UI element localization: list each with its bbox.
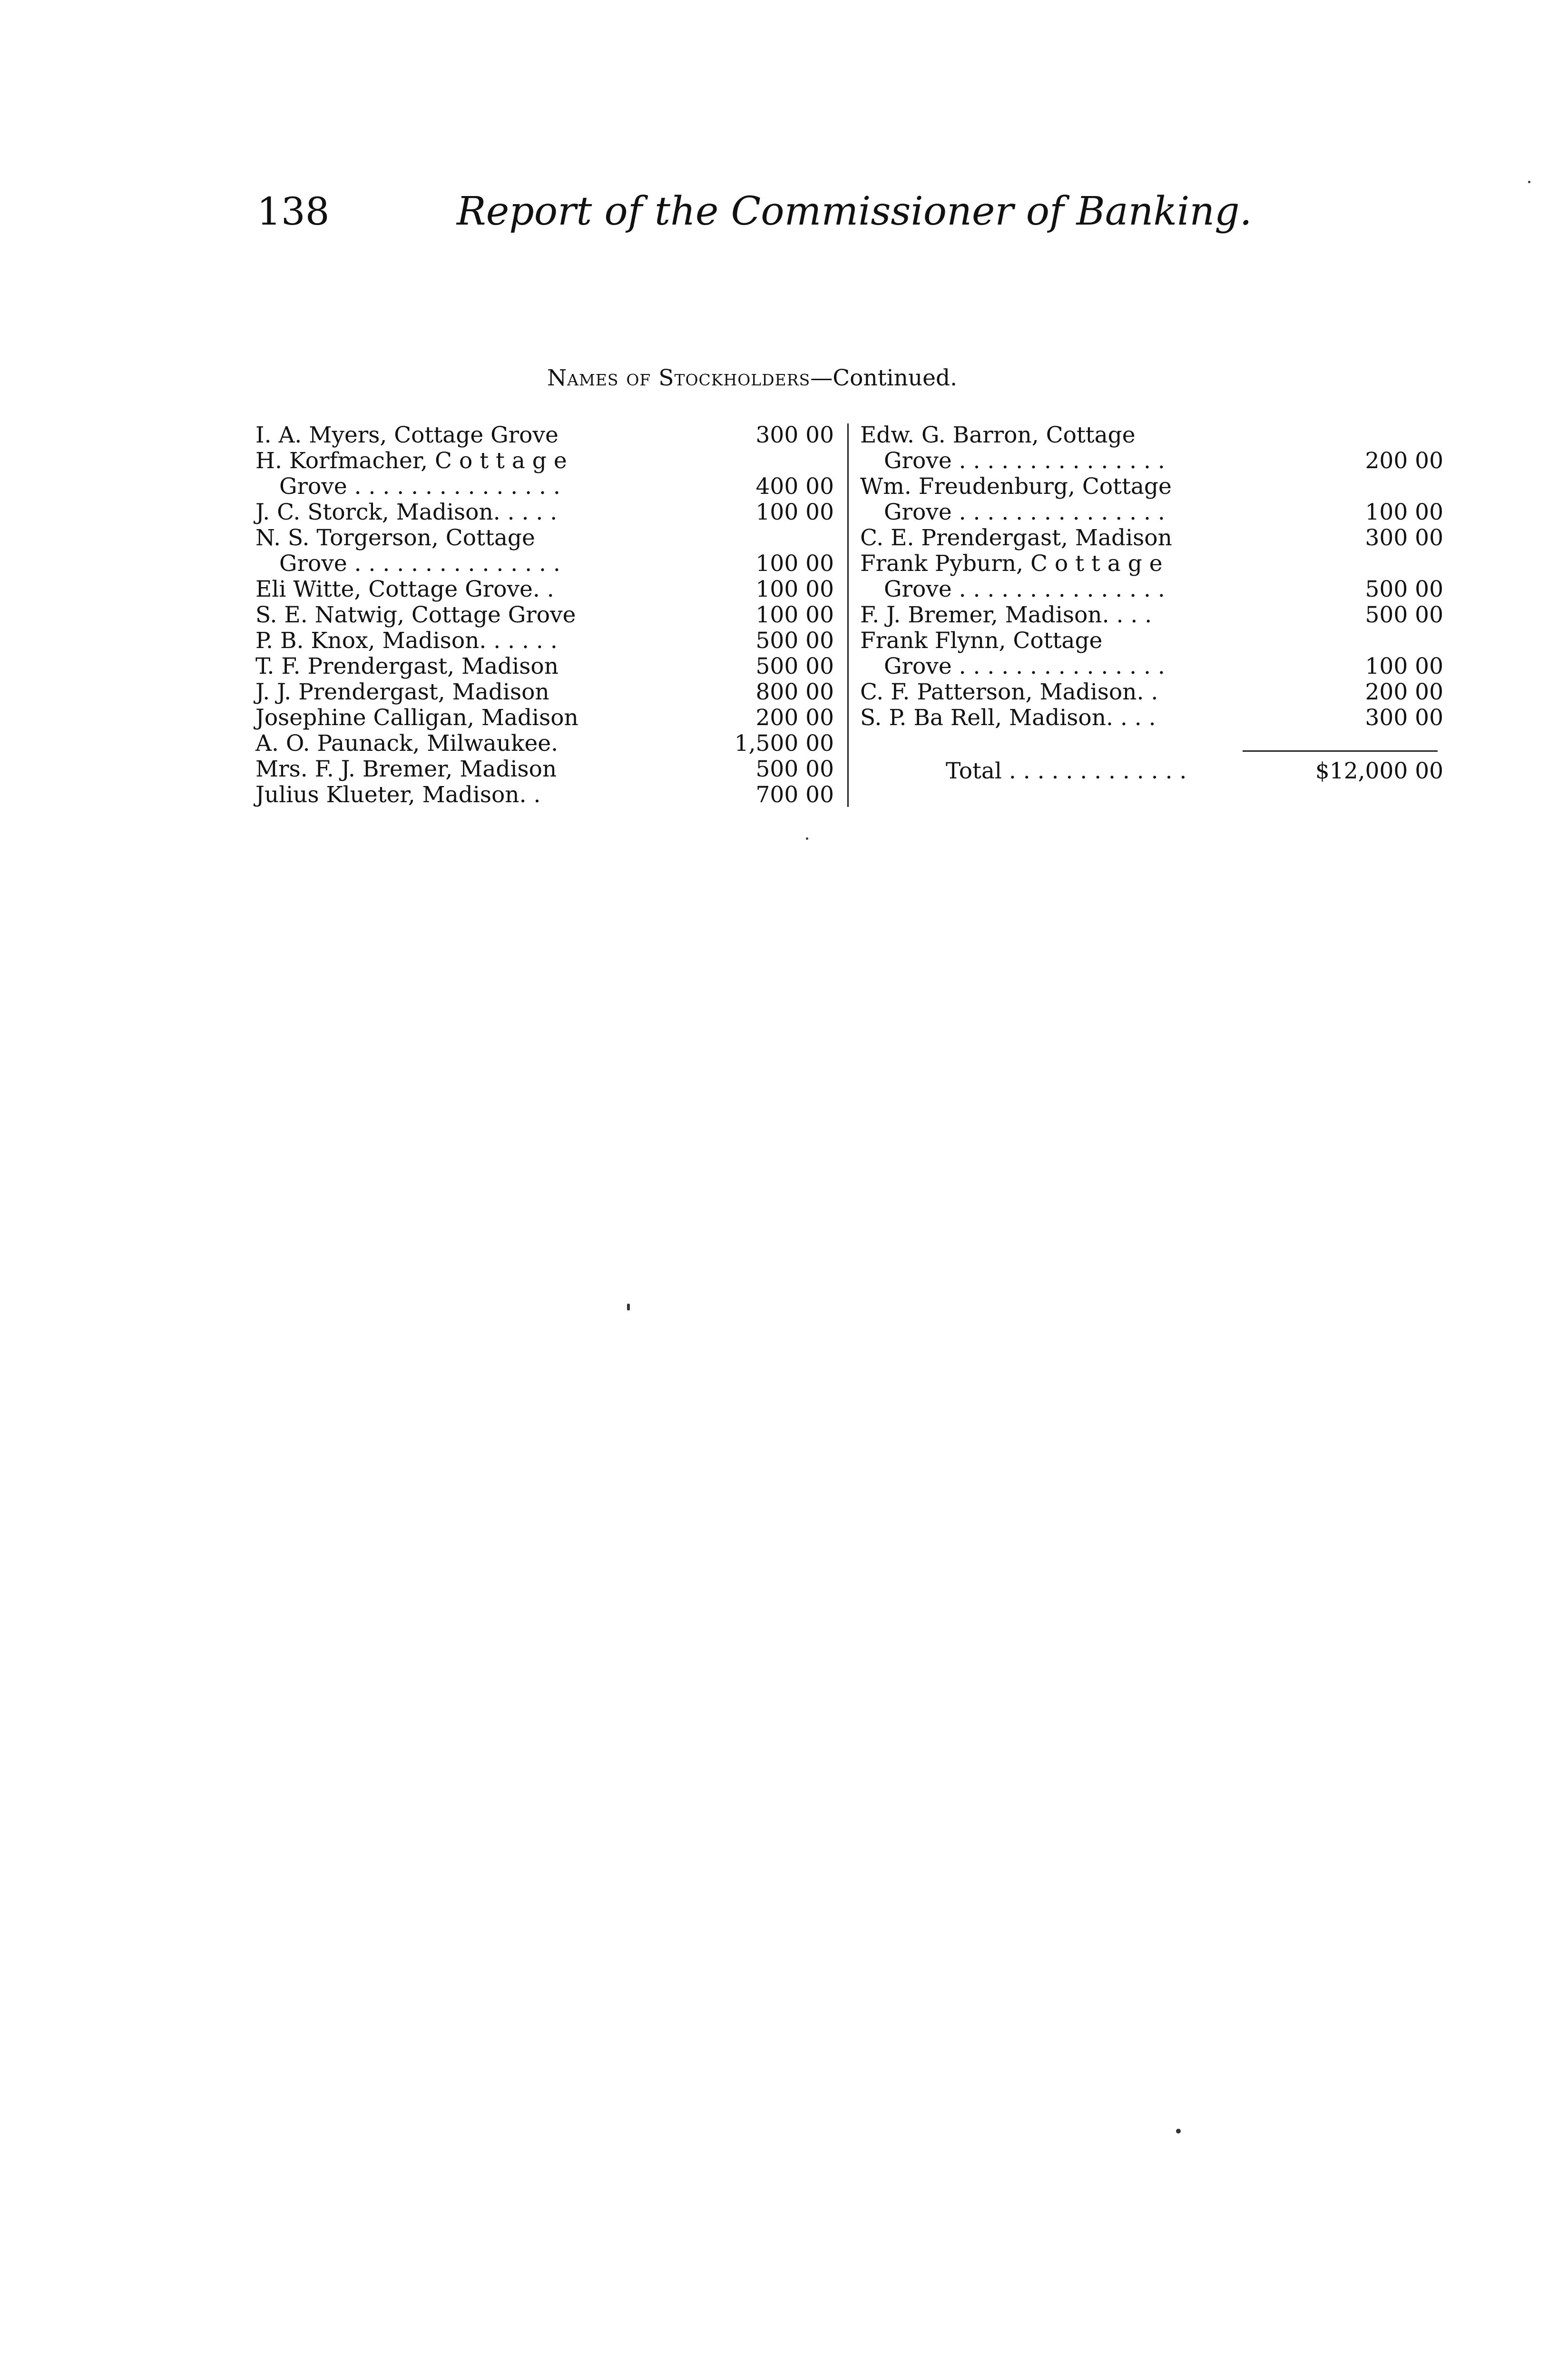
section-heading-suffix: —Continued. — [810, 365, 958, 391]
stockholder-row — [860, 705, 1443, 731]
stockholder-name: C. F. Patterson, Madison. . — [860, 679, 1158, 705]
stockholder-name: Grove . . . . . . . . . . . . . . . — [884, 499, 1165, 525]
stockholder-amount: 300 00 — [1365, 525, 1443, 551]
stockholder-row — [860, 654, 1443, 679]
stockholder-row — [860, 525, 1443, 551]
print-speck — [806, 837, 808, 840]
stockholder-amount: 500 00 — [1365, 576, 1443, 602]
stockholders-right-column — [860, 423, 1443, 731]
stockholder-row — [255, 500, 834, 525]
running-title: Report of the Commissioner of Banking. — [457, 189, 1252, 234]
stockholder-row — [255, 448, 834, 474]
stockholder-name: Grove . . . . . . . . . . . . . . . — [884, 653, 1165, 679]
stockholder-name: Edw. G. Barron, Cottage — [860, 422, 1136, 448]
stockholder-amount: 500 00 — [755, 756, 834, 782]
stockholder-amount: 200 00 — [755, 705, 834, 731]
total-rule — [1243, 750, 1438, 752]
stockholder-row — [255, 551, 834, 577]
stockholder-name: Wm. Freudenburg, Cottage — [860, 473, 1172, 500]
total-label: Total . . . . . . . . . . . . . — [946, 758, 1187, 784]
stockholder-name: Eli Witte, Cottage Grove. . — [255, 576, 554, 602]
stockholder-amount: 100 00 — [755, 551, 834, 577]
stockholder-amount: 200 00 — [1365, 679, 1443, 705]
stockholder-row — [255, 577, 834, 602]
stockholder-amount: 500 00 — [1365, 602, 1443, 628]
stockholder-row — [860, 628, 1443, 654]
stockholder-name: Grove . . . . . . . . . . . . . . . — [279, 473, 560, 500]
stockholder-row — [255, 731, 834, 757]
stockholder-name: Frank Flynn, Cottage — [860, 628, 1103, 654]
stockholder-row — [860, 602, 1443, 628]
stockholder-row — [255, 782, 834, 808]
stockholder-name: Frank Pyburn, C o t t a g e — [860, 551, 1163, 577]
stockholder-name: J. C. Storck, Madison. . . . . — [255, 499, 558, 525]
stockholder-amount: 1,500 00 — [734, 730, 834, 757]
stockholder-amount: 100 00 — [1365, 499, 1443, 525]
column-divider — [847, 423, 849, 807]
stockholder-name: T. F. Prendergast, Madison — [255, 653, 559, 679]
stockholder-row — [860, 500, 1443, 525]
stockholder-name: Grove . . . . . . . . . . . . . . . — [884, 448, 1165, 474]
print-speck — [1176, 2129, 1181, 2133]
stockholder-row — [860, 423, 1443, 448]
stockholder-name: Julius Klueter, Madison. . — [255, 782, 541, 808]
stockholder-name: A. O. Paunack, Milwaukee. — [255, 730, 559, 757]
stockholder-amount: 500 00 — [755, 628, 834, 654]
stockholder-row — [255, 679, 834, 705]
stockholder-amount: 100 00 — [755, 576, 834, 602]
stockholder-row — [255, 654, 834, 679]
print-speck — [1528, 181, 1530, 183]
stockholder-row — [860, 448, 1443, 474]
stockholder-name: H. Korfmacher, C o t t a g e — [255, 448, 567, 474]
stockholder-amount: 100 00 — [755, 602, 834, 628]
stockholder-name: I. A. Myers, Cottage Grove — [255, 422, 559, 448]
stockholder-amount: 100 00 — [1365, 653, 1443, 679]
stockholder-row — [255, 757, 834, 782]
stockholder-name: P. B. Knox, Madison. . . . . . — [255, 628, 558, 654]
stockholder-amount: 100 00 — [755, 499, 834, 525]
total-amount: $12,000 00 — [1315, 758, 1443, 784]
stockholder-amount: 300 00 — [1365, 705, 1443, 731]
stockholder-name: Josephine Calligan, Madison — [255, 705, 578, 731]
stockholder-name: S. E. Natwig, Cottage Grove — [255, 602, 576, 628]
stockholder-amount: 800 00 — [755, 679, 834, 705]
stockholders-left-column — [255, 423, 834, 808]
stockholder-row — [255, 705, 834, 731]
stockholder-amount: 500 00 — [755, 653, 834, 679]
stockholder-amount: 300 00 — [755, 422, 834, 448]
page-number: 138 — [257, 189, 330, 234]
stockholder-row — [255, 423, 834, 448]
section-heading-main: Names of Stockholders — [547, 365, 811, 391]
stockholder-row — [255, 628, 834, 654]
stockholder-amount: 700 00 — [755, 782, 834, 808]
total-row — [860, 758, 1443, 784]
stockholder-amount: 400 00 — [755, 473, 834, 500]
stockholder-row — [860, 551, 1443, 577]
stockholder-name: S. P. Ba Rell, Madison. . . . — [860, 705, 1156, 731]
stockholder-name: Grove . . . . . . . . . . . . . . . — [884, 576, 1165, 602]
stockholder-name: Mrs. F. J. Bremer, Madison — [255, 756, 557, 782]
stockholder-row — [255, 602, 834, 628]
print-speck — [627, 1304, 630, 1310]
stockholder-row — [860, 679, 1443, 705]
stockholder-name: J. J. Prendergast, Madison — [255, 679, 549, 705]
stockholder-row — [255, 474, 834, 500]
stockholder-amount: 200 00 — [1365, 448, 1443, 474]
section-heading — [547, 364, 957, 393]
stockholder-name: C. E. Prendergast, Madison — [860, 525, 1172, 551]
stockholder-row — [860, 577, 1443, 602]
stockholder-name: Grove . . . . . . . . . . . . . . . — [279, 551, 560, 577]
stockholder-row — [860, 474, 1443, 500]
stockholder-name: F. J. Bremer, Madison. . . . — [860, 602, 1152, 628]
stockholder-name: N. S. Torgerson, Cottage — [255, 525, 535, 551]
stockholder-row — [255, 525, 834, 551]
